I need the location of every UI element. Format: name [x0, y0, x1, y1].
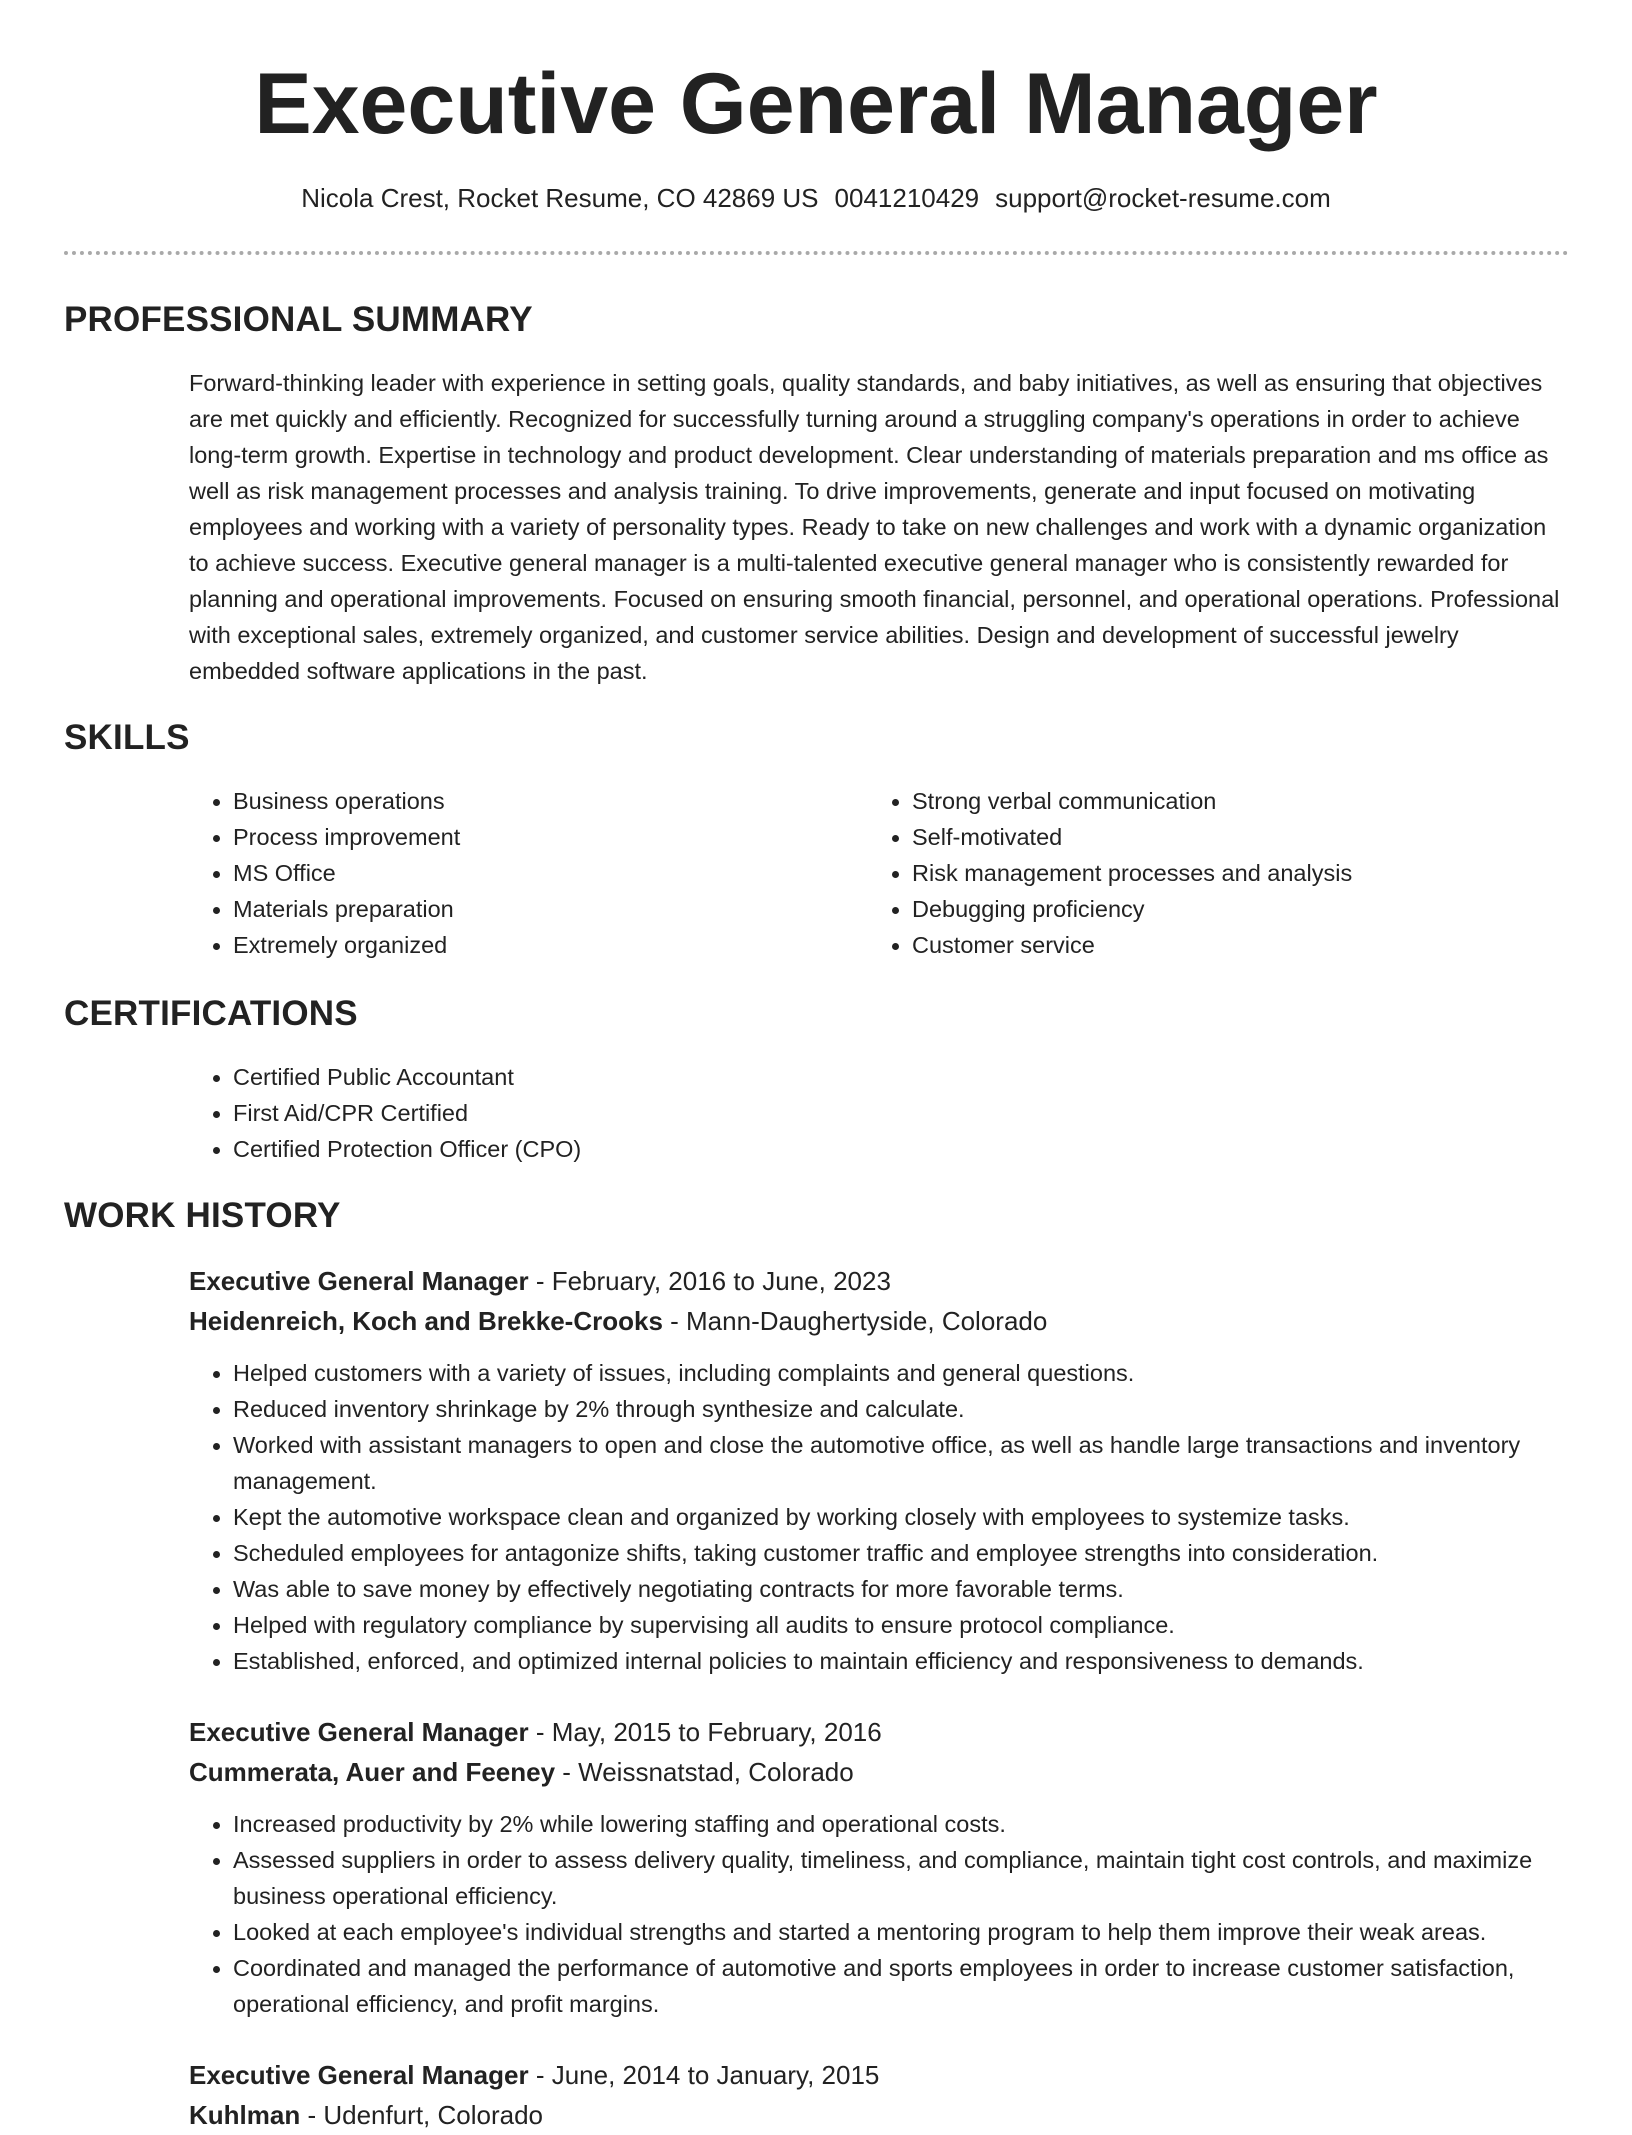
job-bullet: • Helped with regulatory compliance by supervising all audits to ensure protocol compliance. — [233, 1607, 1613, 1643]
skill-item: • Debugging proficiency — [912, 891, 1612, 927]
skill-item: • MS Office — [233, 855, 833, 891]
skill-item: • Strong verbal communication — [912, 783, 1612, 819]
job-company-line — [189, 2095, 543, 2135]
job-location: - Mann-Daughertyside, Colorado — [662, 1306, 1048, 1336]
contact-line — [0, 180, 1632, 216]
skills-list-left — [189, 783, 833, 963]
contact-address: Nicola Crest, Rocket Resume, CO 42869 US — [301, 183, 819, 213]
contact-email[interactable]: support@rocket-resume.com — [995, 183, 1331, 213]
job-bullet: • Kept the automotive workspace clean and organized by working closely with employees to systemize tasks. — [233, 1499, 1613, 1535]
skill-item: • Business operations — [233, 783, 833, 819]
job-title-line — [189, 1712, 882, 1752]
job-bullet: • Increased productivity by 2% while lowering staffing and operational costs. — [233, 1806, 1613, 1842]
job-role: Executive General Manager — [189, 1266, 529, 1296]
job-bullet: • Worked with assistant managers to open and close the automotive office, as well as handle large transactions and inventory management. — [233, 1427, 1613, 1499]
job-company-line — [189, 1752, 854, 1792]
skills-list-right — [868, 783, 1612, 963]
job-role: Executive General Manager — [189, 1717, 529, 1747]
job-bullet: • Established, enforced, and optimized internal policies to maintain efficiency and responsiveness to demands. — [233, 1643, 1613, 1679]
skill-item: • Process improvement — [233, 819, 833, 855]
certification-item: • Certified Public Accountant — [233, 1059, 1133, 1095]
certification-item: • First Aid/CPR Certified — [233, 1095, 1133, 1131]
skills-heading: SKILLS — [64, 718, 190, 757]
job-dates: - February, 2016 to June, 2023 — [528, 1266, 891, 1296]
summary-text: Forward-thinking leader with experience in setting goals, quality standards, and baby initiatives, as well as ensuring that objectives are met quickly and efficiently. Recognized for successfully turning around a struggling company's operations in order to achieve long-term growth. Expertise in technology and product development. Clear understanding of materials preparation and ms office as well as risk management processes and analysis training. To drive improvements, generate and input focused on motivating employees and working with a variety of personality types. Ready to take on new challenges and work with a dynamic organization to achieve success. Executive general manager is a multi-talented executive general manager who is consistently rewarded for planning and operational improvements. Focused on ensuring smooth financial, personnel, and operational operations. Professional with exceptional sales, extremely organized, and customer service abilities. Design and development of successful jewelry embedded software applications in the past. — [189, 370, 1560, 684]
job-company: Kuhlman — [189, 2100, 301, 2130]
certifications-list — [189, 1059, 1133, 1167]
job-company-line — [189, 1301, 1047, 1341]
resume-name: Executive General Manager — [254, 56, 1378, 152]
skill-item: • Extremely organized — [233, 927, 833, 963]
job-bullets — [189, 1355, 1613, 1679]
certification-item: • Certified Protection Officer (CPO) — [233, 1131, 1133, 1167]
job-role: Executive General Manager — [189, 2060, 529, 2090]
job-bullet: • Assessed suppliers in order to assess delivery quality, timeliness, and compliance, maintain tight cost controls, and maximize business operational efficiency. — [233, 1842, 1613, 1914]
job-dates: - May, 2015 to February, 2016 — [528, 1717, 882, 1747]
skill-item: • Risk management processes and analysis — [912, 855, 1612, 891]
job-bullet: • Reduced inventory shrinkage by 2% through synthesize and calculate. — [233, 1391, 1613, 1427]
job-bullet: • Was able to save money by effectively negotiating contracts for more favorable terms. — [233, 1571, 1613, 1607]
job-location: - Udenfurt, Colorado — [300, 2100, 544, 2130]
job-bullet: • Helped customers with a variety of issues, including complaints and general questions. — [233, 1355, 1613, 1391]
skill-item: • Customer service — [912, 927, 1612, 963]
contact-phone: 0041210429 — [834, 183, 980, 213]
summary-heading: PROFESSIONAL SUMMARY — [64, 300, 533, 339]
work-history-heading: WORK HISTORY — [64, 1196, 341, 1235]
job-title-line — [189, 1261, 891, 1301]
job-location: - Weissnatstad, Colorado — [555, 1757, 854, 1787]
header-divider — [64, 251, 1569, 255]
job-bullet: • Coordinated and managed the performance of automotive and sports employees in order to increase customer satisfaction, operational efficiency, and profit margins. — [233, 1950, 1613, 2022]
job-company: Cummerata, Auer and Feeney — [189, 1757, 556, 1787]
skill-item: • Materials preparation — [233, 891, 833, 927]
certifications-heading: CERTIFICATIONS — [64, 994, 358, 1033]
job-bullet: • Looked at each employee's individual strengths and started a mentoring program to help them improve their weak areas. — [233, 1914, 1613, 1950]
skill-item: • Self-motivated — [912, 819, 1612, 855]
job-title-line — [189, 2055, 879, 2095]
job-dates: - June, 2014 to January, 2015 — [528, 2060, 880, 2090]
job-bullets — [189, 1806, 1613, 2022]
job-company: Heidenreich, Koch and Brekke-Crooks — [189, 1306, 663, 1336]
job-bullet: • Scheduled employees for antagonize shifts, taking customer traffic and employee strengths into consideration. — [233, 1535, 1613, 1571]
